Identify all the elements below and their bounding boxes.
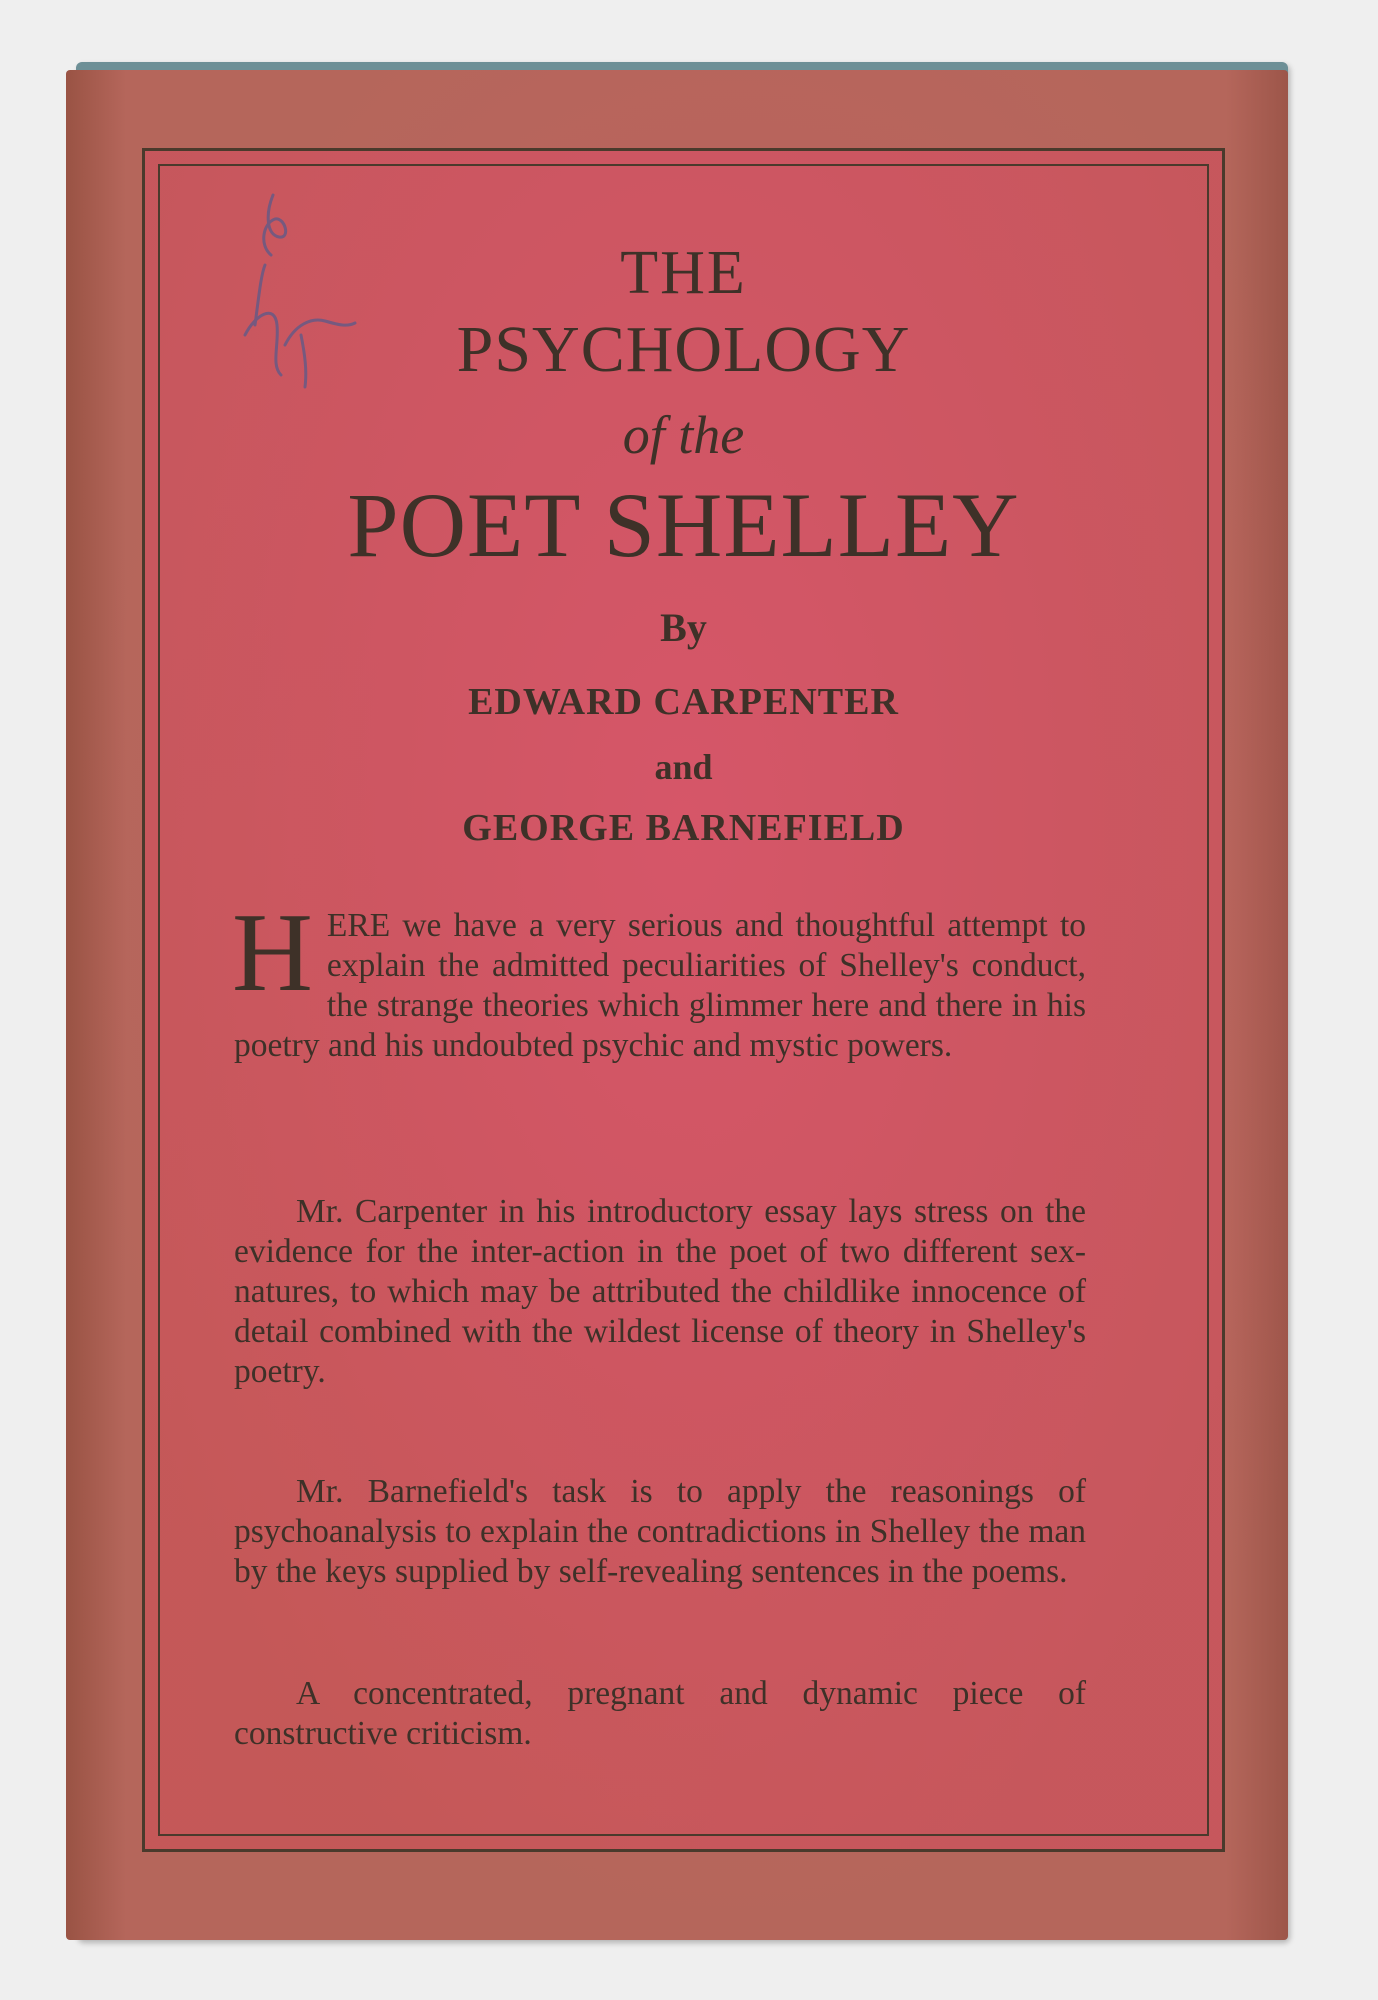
title-line-the: THE (620, 239, 747, 307)
title-line-poet-shelley: POET SHELLEY (347, 474, 1020, 576)
author-edward-carpenter: EDWARD CARPENTER (468, 681, 899, 723)
title-line-of-the: of the (622, 405, 745, 465)
blurb-paragraph-2: Mr. Carpenter in his introductory essay lays stress on the evidence for the inter-action in the poet of two different sex-natures, to which may be attributed the childlike innocence of detail combined with the wildest license of theory in Shelley's poetry. (234, 1193, 1086, 1390)
blurb-paragraph-1 (232, 891, 1086, 1066)
author-george-barnefield: GEORGE BARNEFIELD (462, 807, 905, 849)
blurb-paragraph-1-text: ERE we have a very serious and thoughtful attempt to explain the admitted peculiarities of Shelley's conduct, the strange theories which glimmer here and there in his poetry and his undoubted psychic and mystic powers. (234, 907, 1086, 1064)
blurb-paragraph-4: A concentrated, pregnant and dynamic piece of constructive criticism. (234, 1675, 1086, 1752)
drop-cap: H (232, 891, 313, 1015)
byline-by: By (660, 605, 707, 650)
blurb-paragraph-3: Mr. Barnefield's task is to apply the reasonings of psychoanalysis to explain the contradictions in Shelley the man by the keys supplied by self-revealing sentences in the poems. (234, 1473, 1086, 1590)
byline-and: and (654, 747, 713, 787)
title-line-psychology: PSYCHOLOGY (456, 313, 911, 386)
